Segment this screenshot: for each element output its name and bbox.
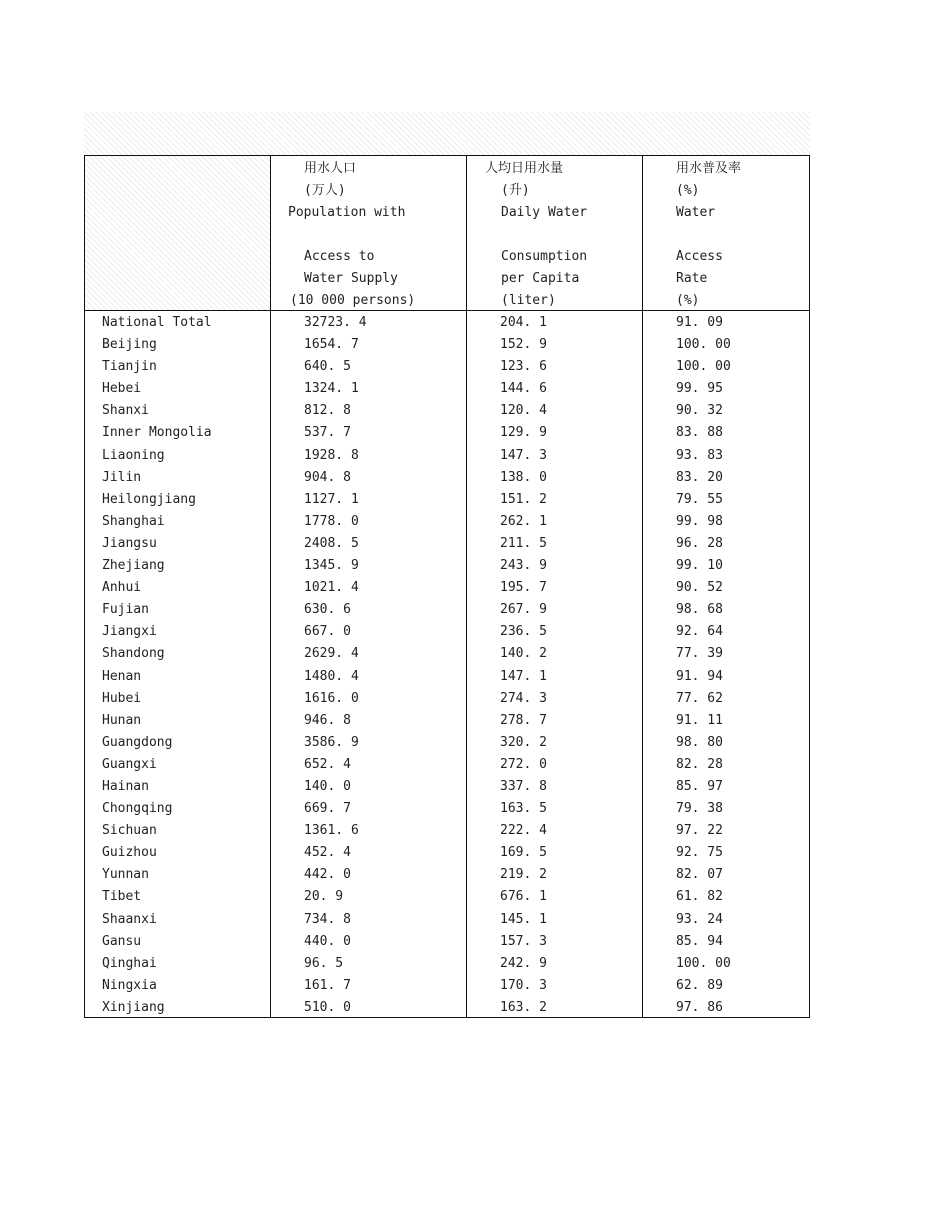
header-line: Access to [304, 249, 375, 264]
table-row [85, 422, 809, 444]
table-row [85, 489, 809, 511]
table-row [85, 732, 809, 754]
table-row [85, 445, 809, 467]
consumption-cell: 129. 9 [500, 425, 547, 441]
population-cell: 1127. 1 [304, 491, 359, 507]
region-cell: Xinjiang [102, 999, 165, 1015]
region-cell: National Total [102, 315, 212, 330]
header-line: Water [676, 205, 716, 220]
header-line: 用水人口 [304, 161, 357, 176]
population-cell: 734. 8 [304, 911, 351, 927]
table-row [85, 909, 809, 931]
table-row [85, 776, 809, 798]
access-rate-cell: 99. 98 [676, 513, 723, 529]
access-rate-cell: 98. 68 [676, 602, 723, 618]
access-rate-cell: 97. 22 [676, 823, 723, 839]
header-line: Daily Water [501, 205, 588, 220]
consumption-cell: 243. 9 [500, 558, 547, 574]
header-line: 人均日用水量 [485, 161, 564, 176]
consumption-cell: 195. 7 [500, 580, 547, 596]
consumption-cell: 274. 3 [500, 690, 547, 706]
region-cell: Shandong [102, 646, 165, 662]
population-cell: 161. 7 [304, 977, 351, 993]
population-cell: 140. 0 [304, 778, 351, 794]
population-cell: 1928. 8 [304, 447, 359, 463]
access-rate-cell: 97. 86 [676, 999, 723, 1015]
access-rate-cell: 83. 20 [676, 469, 723, 485]
table-body [85, 312, 809, 1019]
population-cell: 452. 4 [304, 845, 351, 861]
table-row [85, 378, 809, 400]
header-line: Rate [676, 271, 708, 286]
population-cell: 1324. 1 [304, 381, 359, 397]
table-row [85, 533, 809, 555]
region-cell: Shanghai [102, 513, 165, 529]
consumption-cell: 219. 2 [500, 867, 547, 883]
population-cell: 667. 0 [304, 624, 351, 640]
water-supply-table [84, 155, 810, 1018]
population-cell: 442. 0 [304, 867, 351, 883]
header-line [288, 224, 415, 246]
access-rate-cell: 79. 38 [676, 801, 723, 817]
population-cell: 2629. 4 [304, 646, 359, 662]
access-rate-cell: 85. 97 [676, 778, 723, 794]
header-line: (%) [676, 293, 700, 308]
header-line: 用水普及率 [676, 161, 742, 176]
access-rate-cell: 93. 83 [676, 447, 723, 463]
access-rate-cell: 99. 95 [676, 381, 723, 397]
table-row [85, 511, 809, 533]
consumption-cell: 267. 9 [500, 602, 547, 618]
population-cell: 1345. 9 [304, 558, 359, 574]
consumption-cell: 272. 0 [500, 756, 547, 772]
table-row [85, 975, 809, 997]
header-line: (万人) [304, 183, 346, 198]
population-cell: 669. 7 [304, 801, 351, 817]
consumption-cell: 157. 3 [500, 933, 547, 949]
table-row [85, 666, 809, 688]
population-cell: 1616. 0 [304, 690, 359, 706]
access-rate-cell: 85. 94 [676, 933, 723, 949]
access-rate-cell: 61. 82 [676, 889, 723, 905]
population-cell: 630. 6 [304, 602, 351, 618]
access-rate-cell: 79. 55 [676, 491, 723, 507]
consumption-cell: 147. 1 [500, 668, 547, 684]
header-line: (10 000 persons) [290, 293, 416, 308]
region-cell: Hebei [102, 381, 142, 397]
table-row [85, 312, 809, 334]
access-rate-cell: 98. 80 [676, 734, 723, 750]
region-cell: Tibet [102, 889, 142, 905]
header-line: (liter) [501, 293, 556, 308]
region-cell: Henan [102, 668, 142, 684]
population-cell: 20. 9 [304, 889, 344, 905]
population-cell: 1654. 7 [304, 337, 359, 353]
region-cell: Tianjin [102, 359, 157, 375]
region-cell: Jiangsu [102, 535, 157, 551]
table-row [85, 754, 809, 776]
access-rate-cell: 92. 75 [676, 845, 723, 861]
table-row [85, 467, 809, 489]
table-row [85, 334, 809, 356]
table-row [85, 599, 809, 621]
table-row [85, 577, 809, 599]
population-cell: 440. 0 [304, 933, 351, 949]
table-row [85, 356, 809, 378]
region-cell: Chongqing [102, 801, 173, 817]
region-cell: Hubei [102, 690, 142, 706]
access-rate-cell: 100. 00 [676, 359, 731, 375]
table-row [85, 643, 809, 665]
consumption-cell: 236. 5 [500, 624, 547, 640]
access-rate-cell: 91. 11 [676, 712, 723, 728]
header-line [676, 224, 741, 246]
region-cell: Gansu [102, 933, 142, 949]
population-cell: 1021. 4 [304, 580, 359, 596]
region-cell: Sichuan [102, 823, 157, 839]
region-cell: Ningxia [102, 977, 157, 993]
table-row [85, 953, 809, 975]
consumption-cell: 152. 9 [500, 337, 547, 353]
region-cell: Beijing [102, 337, 157, 353]
access-rate-cell: 77. 62 [676, 690, 723, 706]
header-line: per Capita [501, 271, 580, 286]
region-cell: Liaoning [102, 447, 165, 463]
table-row [85, 400, 809, 422]
consumption-cell: 145. 1 [500, 911, 547, 927]
region-cell: Inner Mongolia [102, 425, 212, 441]
region-cell: Hunan [102, 712, 142, 728]
corner-cell [85, 156, 270, 310]
table-row [85, 710, 809, 732]
access-rate-cell: 90. 52 [676, 580, 723, 596]
consumption-cell: 140. 2 [500, 646, 547, 662]
region-cell: Shanxi [102, 403, 149, 419]
region-cell: Hainan [102, 778, 149, 794]
table-row [85, 820, 809, 842]
header-population [288, 158, 415, 312]
access-rate-cell: 92. 64 [676, 624, 723, 640]
population-cell: 1361. 6 [304, 823, 359, 839]
access-rate-cell: 96. 28 [676, 535, 723, 551]
population-cell: 640. 5 [304, 359, 351, 375]
title-area-background [84, 112, 810, 156]
population-cell: 2408. 5 [304, 535, 359, 551]
table-row [85, 798, 809, 820]
access-rate-cell: 82. 28 [676, 756, 723, 772]
table-row [85, 621, 809, 643]
consumption-cell: 170. 3 [500, 977, 547, 993]
header-line: Population with [288, 205, 406, 220]
header-access-rate [676, 158, 741, 312]
header-consumption [485, 158, 587, 312]
population-cell: 96. 5 [304, 955, 344, 971]
access-rate-cell: 93. 24 [676, 911, 723, 927]
header-line [485, 224, 587, 246]
population-cell: 510. 0 [304, 999, 351, 1015]
region-cell: Anhui [102, 580, 142, 596]
population-cell: 3586. 9 [304, 734, 359, 750]
consumption-cell: 144. 6 [500, 381, 547, 397]
region-cell: Guangxi [102, 756, 157, 772]
header-line: (升) [501, 183, 530, 198]
table-row [85, 688, 809, 710]
region-cell: Guizhou [102, 845, 157, 861]
region-cell: Shaanxi [102, 911, 157, 927]
consumption-cell: 222. 4 [500, 823, 547, 839]
access-rate-cell: 77. 39 [676, 646, 723, 662]
access-rate-cell: 99. 10 [676, 558, 723, 574]
population-cell: 904. 8 [304, 469, 351, 485]
access-rate-cell: 100. 00 [676, 337, 731, 353]
region-cell: Heilongjiang [102, 491, 196, 507]
consumption-cell: 151. 2 [500, 491, 547, 507]
table-row [85, 555, 809, 577]
access-rate-cell: 82. 07 [676, 867, 723, 883]
region-cell: Jiangxi [102, 624, 157, 640]
consumption-cell: 320. 2 [500, 734, 547, 750]
access-rate-cell: 83. 88 [676, 425, 723, 441]
region-cell: Guangdong [102, 734, 173, 750]
population-cell: 32723. 4 [304, 315, 367, 330]
header-line: (%) [676, 183, 700, 198]
consumption-cell: 262. 1 [500, 513, 547, 529]
header-line: Access [676, 249, 723, 264]
table-row [85, 842, 809, 864]
table-row [85, 997, 809, 1019]
consumption-cell: 123. 6 [500, 359, 547, 375]
access-rate-cell: 62. 89 [676, 977, 723, 993]
region-cell: Yunnan [102, 867, 149, 883]
region-cell: Fujian [102, 602, 149, 618]
table-row [85, 931, 809, 953]
population-cell: 812. 8 [304, 403, 351, 419]
population-cell: 1778. 0 [304, 513, 359, 529]
header-line: Consumption [501, 249, 588, 264]
consumption-cell: 120. 4 [500, 403, 547, 419]
population-cell: 946. 8 [304, 712, 351, 728]
population-cell: 1480. 4 [304, 668, 359, 684]
consumption-cell: 163. 5 [500, 801, 547, 817]
access-rate-cell: 100. 00 [676, 955, 731, 971]
consumption-cell: 278. 7 [500, 712, 547, 728]
region-cell: Jilin [102, 469, 142, 485]
table-row [85, 864, 809, 886]
population-cell: 652. 4 [304, 756, 351, 772]
access-rate-cell: 91. 09 [676, 315, 723, 330]
access-rate-cell: 90. 32 [676, 403, 723, 419]
consumption-cell: 204. 1 [500, 315, 547, 330]
consumption-cell: 676. 1 [500, 889, 547, 905]
consumption-cell: 169. 5 [500, 845, 547, 861]
consumption-cell: 138. 0 [500, 469, 547, 485]
access-rate-cell: 91. 94 [676, 668, 723, 684]
consumption-cell: 211. 5 [500, 535, 547, 551]
table-row [85, 886, 809, 908]
region-cell: Qinghai [102, 955, 157, 971]
region-cell: Zhejiang [102, 558, 165, 574]
consumption-cell: 242. 9 [500, 955, 547, 971]
header-line: Water Supply [304, 271, 398, 286]
consumption-cell: 163. 2 [500, 999, 547, 1015]
population-cell: 537. 7 [304, 425, 351, 441]
consumption-cell: 147. 3 [500, 447, 547, 463]
consumption-cell: 337. 8 [500, 778, 547, 794]
